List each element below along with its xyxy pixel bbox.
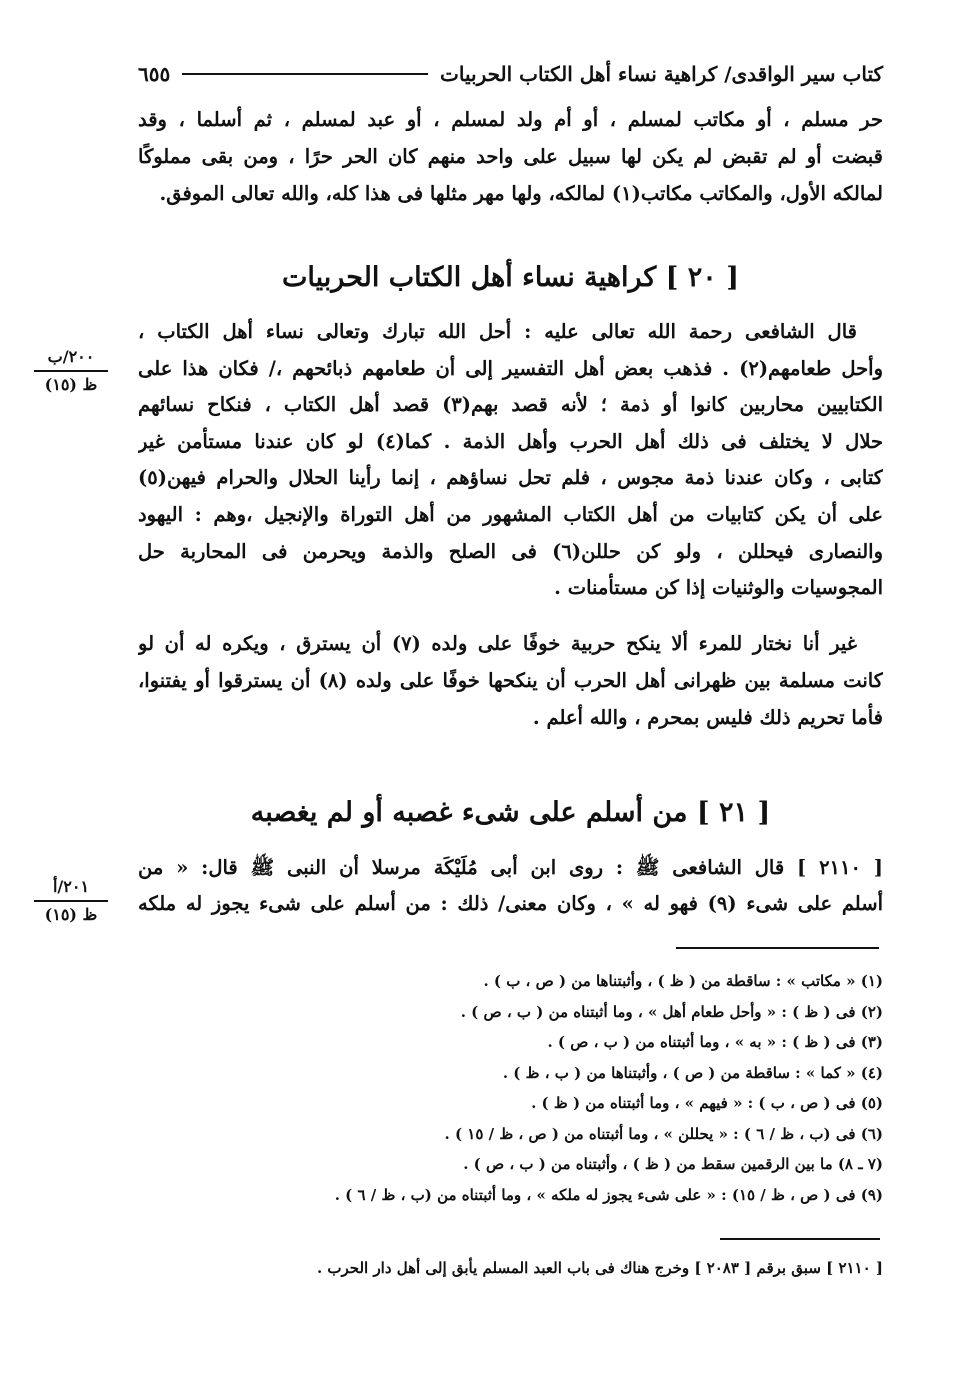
margin-ref-manuscript: ظ (١٥) — [44, 905, 98, 924]
footnote: (٣) فى ( ظ ) : « به » ، وما أثبتناه من ( ب ، ص ) . — [547, 1033, 883, 1051]
footnote: (٥) فى ( ص ، ب ) : « فيهم » ، وما أثبتناه من ( ظ ) . — [531, 1094, 883, 1112]
text-line: كانت مسلمة بين ظهرانى أهل الحرب أن ينكحها خوفًا على ولده (٨) أن يسترقوا أو يفتنوا، — [138, 669, 883, 692]
margin-ref-manuscript: ظ (١٥) — [44, 375, 98, 394]
text-line: فأما تحريم ذلك فليس بمحرم ، والله أعلم . — [532, 706, 883, 729]
text-line: كتابى ، وكان عندنا ذمة مجوس ، فلم تحل نساؤهم ، إنما رأينا الحلال والحرام فيهن(٥) — [138, 466, 883, 490]
section-20-paragraph-1 — [138, 314, 883, 607]
page-number: ٦٥٥ — [138, 62, 171, 86]
section-21-paragraph — [138, 850, 883, 922]
footnote: (١) « مكاتب » : ساقطة من ( ظ ) ، وأثبتناها من ( ص ، ب ) . — [483, 972, 883, 990]
source-note: [ ٢١١٠ ] سبق برقم [ ٢٠٨٣ ] وخرج هناك فى باب العبد المسلم يأبق إلى أهل دار الحرب . — [316, 1259, 883, 1277]
top-paragraph — [138, 101, 883, 212]
text-line: حر مسلم ، أو مكاتب لمسلم ، أو أم ولد لمسلم ، أو عبد لمسلم ، ثم أسلما ، وقد — [138, 108, 883, 131]
text-line: أسلم على شىء (٩) فهو له » ، وكان معنى/ ذلك : من أسلم على شىء يجوز له ملكه — [138, 892, 883, 915]
section-20-paragraph-2 — [138, 625, 883, 736]
footnote: (٩) فى ( ص ، ظ / ١٥) : « على شىء يجوز له ملكه » ، وما أثبتناه من (ب ، ظ / ٦ ) . — [334, 1185, 883, 1204]
margin-ref-folio: ٢٠٠/ب — [47, 347, 95, 366]
text-line: وأحل طعامهم(٢) . فذهب بعض أهل التفسير إلى أن طعامهم ذبائحهم ،/ فكان هذا على — [138, 356, 883, 380]
text-line: لمالكه الأول، والمكاتب مكاتب(١) لمالكه، ولها مهر مثلها فى هذا كله، والله تعالى الموفق. — [159, 182, 883, 205]
running-header — [138, 56, 883, 92]
source-separator — [720, 1238, 880, 1240]
text-line: المجوسيات والوثنيات إذا كن مستأمنات . — [554, 576, 883, 600]
text-line: [ ٢١١٠ ] قال الشافعى ﷺ : روى ابن أبى مُلَيْكَة مرسلا أن النبى ﷺ قال: « من — [138, 856, 883, 879]
footnote: (٢) فى ( ظ ) : « وأحل طعام أهل » ، وما أثبتناه من ( ب ، ص ) . — [460, 1002, 883, 1021]
text-line: قبضت أو لم تقبض لم يكن لها سبيل على واحد منهم كان الحر حرًا ، ومن بقى مملوكًا — [138, 145, 883, 168]
footnote: (٦) فى (ب ، ظ / ٦ ) : « يحللن » ، وما أثبتناه من ( ص ، ظ / ١٥ ) . — [444, 1124, 883, 1143]
text-line: على أن يكن كتابيات من أهل الكتاب المشهور من أهل التوراة والإنجيل ،وهم : اليهود — [138, 502, 883, 526]
text-line: غير أنا نختار للمرء ألا ينكح حربية خوفًا على ولده (٧) أن يسترق ، ويكره له أن لو — [138, 632, 857, 655]
margin-manuscript-ref — [30, 877, 112, 925]
header-title: كتاب سير الواقدى/ كراهية نساء أهل الكتاب الحربيات — [440, 62, 883, 86]
text-line: حلال لا يختلف فى ذلك أهل الحرب وأهل الذمة . كما(٤) لو كان عندنا مستأمن غير — [138, 429, 883, 453]
margin-ref-rule — [34, 900, 108, 902]
footnote: (٧ ـ ٨) ما بين الرقمين سقط من ( ظ ) ، وأثبتناه من ( ب ، ص ) . — [463, 1155, 883, 1173]
margin-ref-folio: ٢٠١/أ — [52, 877, 90, 896]
margin-ref-rule — [34, 370, 108, 372]
section-21-heading: [ ٢١ ] من أسلم على شىء غصبه أو لم يغصبه — [250, 797, 771, 828]
text-line: والنصارى فيحللن ، ولو كن حللن(٦) فى الصلح والذمة ويحرمن فى المحاربة حل — [138, 539, 883, 563]
footnotes-separator — [676, 947, 879, 949]
footnote: (٤) « كما » : ساقطة من ( ص ) ، وأثبتناها من ( ب ، ظ ) . — [502, 1063, 883, 1082]
footnotes — [260, 966, 883, 1210]
text-line: الكتابيين محاربين كانوا أو ذمة ؛ لأنه قصد بهم(٣) قصد أهل الكتاب ، فنكاح نسائهم — [138, 393, 883, 417]
section-20-heading: [ ٢٠ ] كراهية نساء أهل الكتاب الحربيات — [282, 262, 739, 293]
header-rule — [182, 73, 428, 75]
text-line: قال الشافعى رحمة الله تعالى عليه : أحل الله تبارك وتعالى نساء أهل الكتاب ، — [138, 320, 857, 343]
margin-manuscript-ref — [30, 347, 112, 395]
